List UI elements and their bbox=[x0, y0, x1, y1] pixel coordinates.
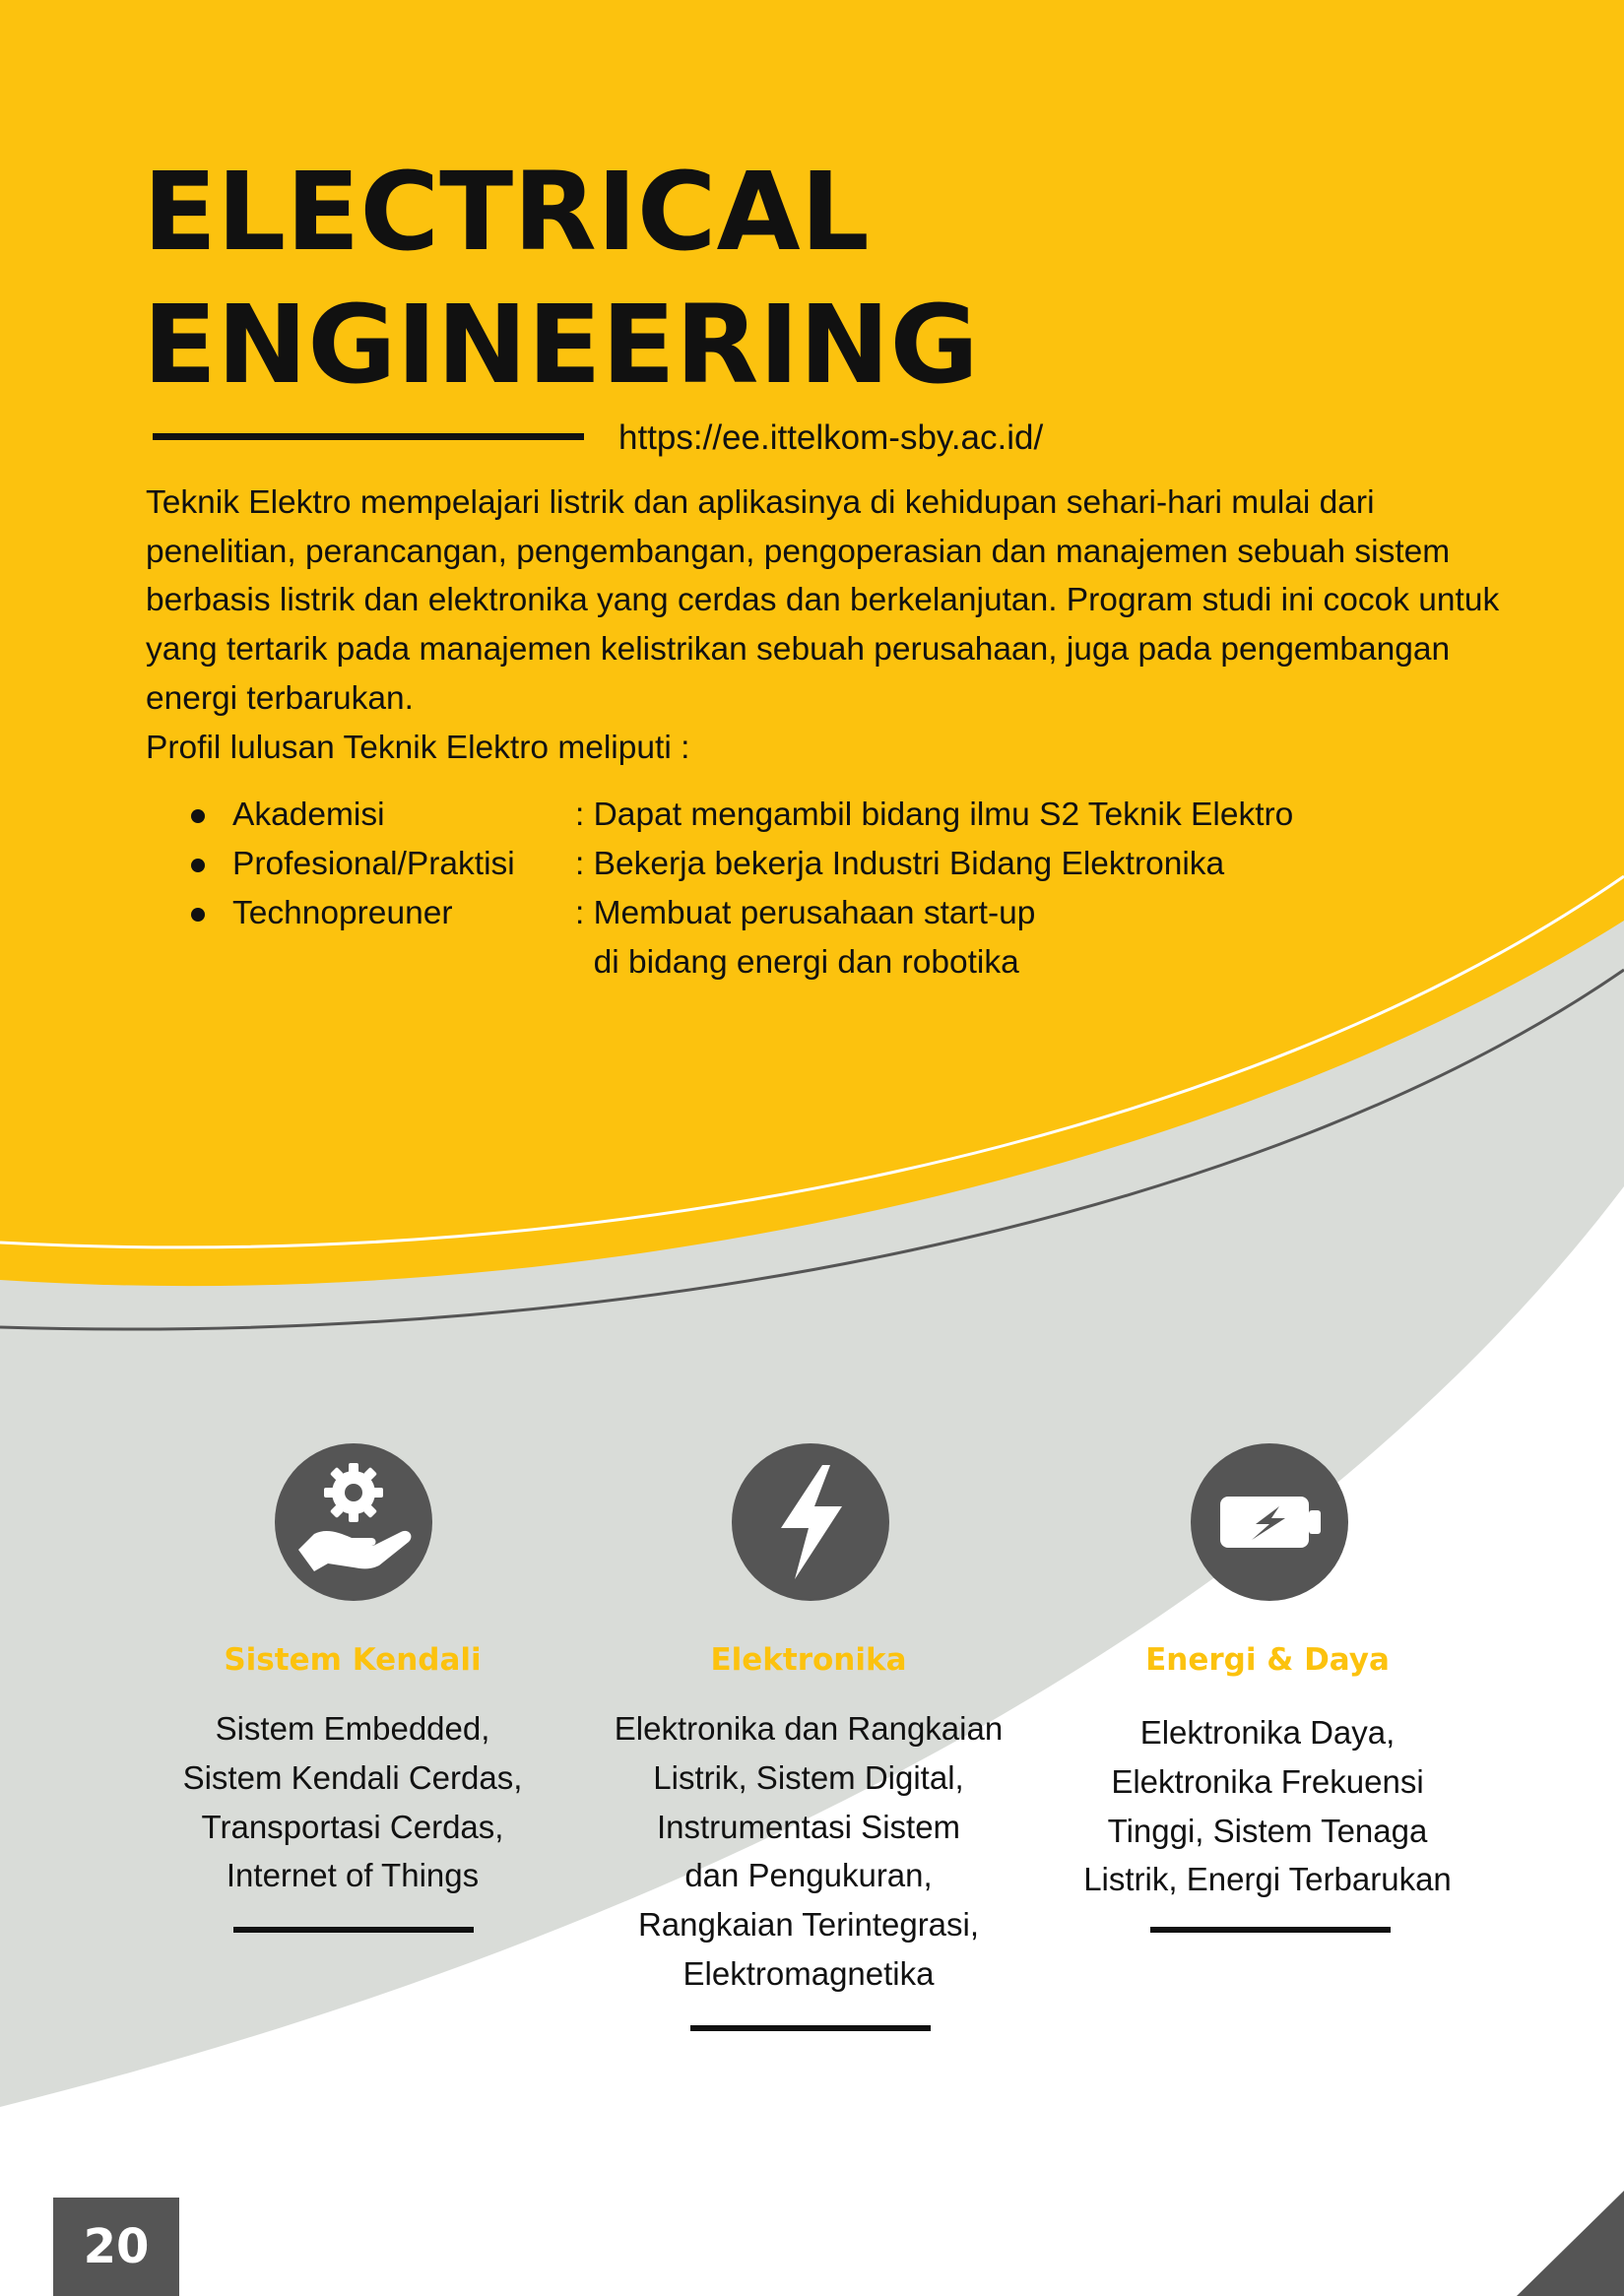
bullet-icon bbox=[191, 859, 205, 872]
profile-role: Akademisi bbox=[232, 797, 385, 833]
description-line: Tinggi, Sistem Tenaga bbox=[1107, 1812, 1428, 1849]
gear-in-hand-icon bbox=[275, 1443, 432, 1601]
description-line: Elektromagnetika bbox=[682, 1954, 935, 1992]
section-divider bbox=[233, 1927, 474, 1933]
profile-list bbox=[187, 791, 1293, 988]
profile-description bbox=[575, 889, 1035, 988]
page-title bbox=[143, 146, 979, 412]
profile-description-line: di bidang energi dan robotika bbox=[575, 944, 1019, 981]
page-number: 20 bbox=[83, 2219, 150, 2274]
profile-role: Profesional/Praktisi bbox=[232, 846, 515, 882]
battery-charging-icon bbox=[1191, 1443, 1348, 1601]
description-line: dan Pengukuran, bbox=[684, 1857, 933, 1894]
profile-description: : Bekerja bekerja Industri Bidang Elektronika bbox=[575, 846, 1225, 882]
description-line: Listrik, Energi Terbarukan bbox=[1083, 1861, 1452, 1898]
description-line: Listrik, Sistem Digital, bbox=[653, 1758, 964, 1796]
profile-role: Technopreuner bbox=[232, 895, 453, 931]
concentration-description bbox=[1041, 1708, 1494, 1904]
intro-text bbox=[146, 478, 1505, 772]
description-line: Rangkaian Terintegrasi, bbox=[637, 1906, 980, 1944]
profile-description-line: : Membuat perusahaan start-up bbox=[575, 895, 1036, 931]
description-line: Instrumentasi Sistem bbox=[656, 1808, 961, 1845]
description-line: Sistem Embedded, bbox=[215, 1710, 490, 1747]
description-line: Elektronika dan Rangkaian bbox=[614, 1710, 1004, 1747]
concentration-description bbox=[582, 1704, 1035, 1999]
title-underline bbox=[153, 433, 584, 440]
description-line: Elektronika Frekuensi bbox=[1111, 1762, 1424, 1800]
bullet-icon bbox=[191, 809, 205, 823]
description-line: Internet of Things bbox=[226, 1857, 480, 1894]
section-divider bbox=[1150, 1927, 1391, 1933]
list-item bbox=[187, 840, 1293, 889]
description-line: Transportasi Cerdas, bbox=[201, 1808, 504, 1845]
concentration-title: Sistem Kendali bbox=[224, 1642, 482, 1678]
description-line: Sistem Kendali Cerdas, bbox=[182, 1758, 523, 1796]
title-line-2: ENGINEERING bbox=[143, 282, 979, 408]
list-item bbox=[187, 791, 1293, 840]
page-number-box bbox=[53, 2198, 179, 2296]
website-link[interactable]: https://ee.ittelkom-sby.ac.id/ bbox=[618, 418, 1044, 457]
concentration-description bbox=[126, 1704, 579, 1900]
profile-heading: Profil lulusan Teknik Elektro meliputi : bbox=[146, 729, 690, 766]
section-divider bbox=[690, 2025, 931, 2031]
description-line: Elektronika Daya, bbox=[1139, 1714, 1396, 1751]
bullet-icon bbox=[191, 908, 205, 922]
concentration-title: Elektronika bbox=[710, 1642, 907, 1678]
profile-description: : Dapat mengambil bidang ilmu S2 Teknik Elektro bbox=[575, 797, 1294, 833]
list-item bbox=[187, 889, 1293, 988]
lightning-bolt-icon bbox=[732, 1443, 889, 1601]
corner-triangle-shape bbox=[1517, 2191, 1624, 2296]
concentration-title: Energi & Daya bbox=[1145, 1642, 1390, 1678]
title-line-1: ELECTRICAL bbox=[143, 149, 870, 275]
intro-paragraph: Teknik Elektro mempelajari listrik dan aplikasinya di kehidupan sehari-hari mulai dari penelitian, perancangan, pengembangan, pengoperasian dan manajemen sebuah sistem berbasis listrik dan elektronika yang cerdas dan berkelanjutan. Program studi ini cocok untuk yang tertarik pada manajemen kelistrikan sebuah perusahaan, juga pada pengembangan energi terbarukan. bbox=[146, 484, 1500, 717]
